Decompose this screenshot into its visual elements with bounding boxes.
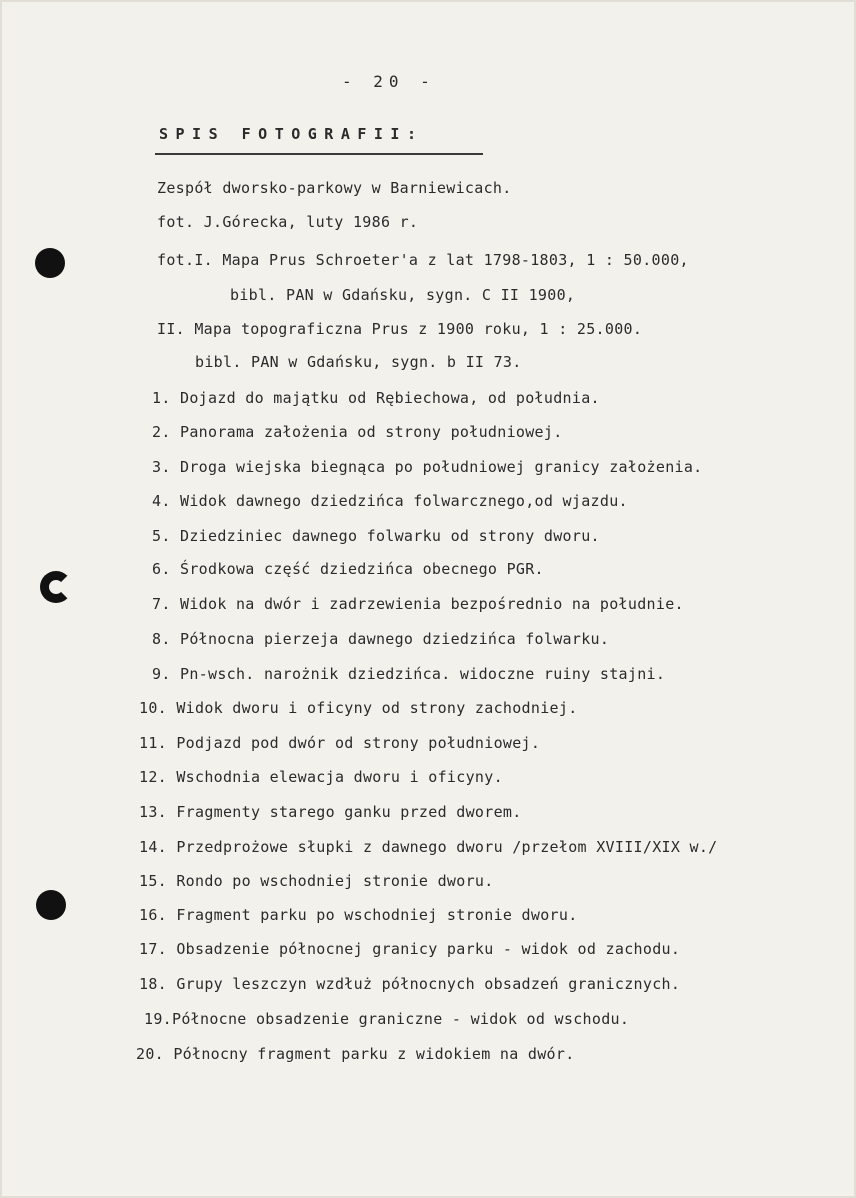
photo-caption: 12. Wschodnia elewacja dworu i oficyny. [139,768,503,786]
photo-caption: 16. Fragment parku po wschodniej stronie dworu. [139,906,578,924]
intro-line: fot. J.Górecka, luty 1986 r. [157,213,419,231]
photo-caption: 10. Widok dworu i oficyny od strony zachodniej. [139,699,578,717]
photo-caption: 1. Dojazd do majątku od Rębiechowa, od południa. [152,389,600,407]
punch-hole-top [35,248,65,278]
photo-caption: 3. Droga wiejska biegnąca po południowej granicy założenia. [152,458,703,476]
photo-caption: 6. Środkowa część dziedzińca obecnego PGR. [152,560,544,578]
punch-hole-middle [40,571,72,603]
photo-caption: 20. Północny fragment parku z widokiem na dwór. [136,1045,575,1063]
page-title: SPIS FOTOGRAFII: [159,125,424,143]
photo-caption: 9. Pn-wsch. narożnik dziedzińca. widoczne ruiny stajni. [152,665,666,683]
photo-caption: 14. Przedprożowe słupki z dawnego dworu /przełom XVIII/XIX w./ [139,838,718,856]
photo-caption: 5. Dziedziniec dawnego folwarku od strony dworu. [152,527,600,545]
photo-caption: 7. Widok na dwór i zadrzewienia bezpośrednio na południe. [152,595,684,613]
photo-caption: 2. Panorama założenia od strony południowej. [152,423,563,441]
photo-caption: 15. Rondo po wschodniej stronie dworu. [139,872,494,890]
photo-caption: 19.Północne obsadzenie graniczne - widok od wschodu. [144,1010,630,1028]
map-line: bibl. PAN w Gdańsku, sygn. b II 73. [195,353,522,371]
photo-caption: 13. Fragmenty starego ganku przed dworem. [139,803,522,821]
map-line: II. Mapa topograficzna Prus z 1900 roku, 1 : 25.000. [157,320,643,338]
intro-line: Zespół dworsko-parkowy w Barniewicach. [157,179,512,197]
map-line: bibl. PAN w Gdańsku, sygn. C II 1900, [230,286,576,304]
photo-caption: 8. Północna pierzeja dawnego dziedzińca folwarku. [152,630,610,648]
photo-caption: 18. Grupy leszczyn wzdłuż północnych obsadzeń granicznych. [139,975,681,993]
punch-hole-bottom [36,890,66,920]
photo-caption: 4. Widok dawnego dziedzińca folwarcznego,od wjazdu. [152,492,628,510]
map-line: fot.I. Mapa Prus Schroeter'a z lat 1798-1803, 1 : 50.000, [157,251,689,269]
title-underline [155,153,483,155]
photo-caption: 11. Podjazd pod dwór od strony południowej. [139,734,541,752]
photo-caption: 17. Obsadzenie północnej granicy parku - widok od zachodu. [139,940,681,958]
page-number: - 20 - [342,72,436,91]
